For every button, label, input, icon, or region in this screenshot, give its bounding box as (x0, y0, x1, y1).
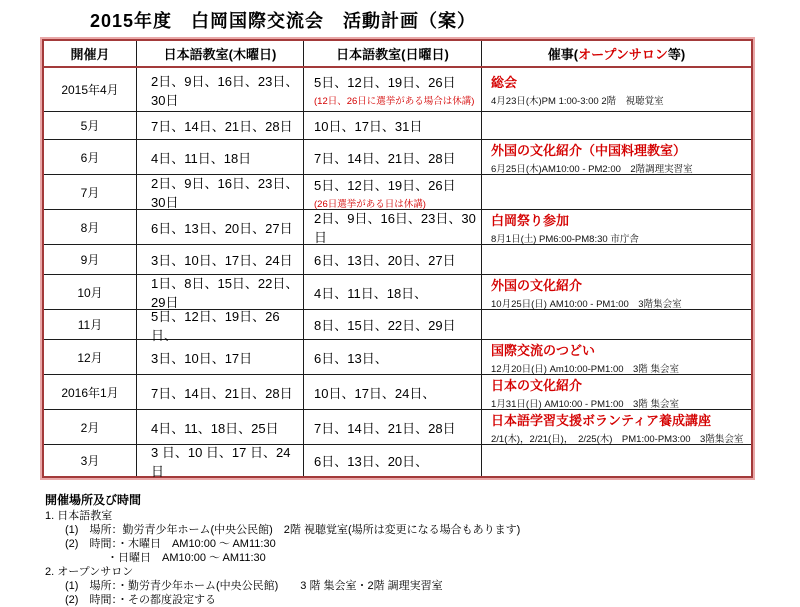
header-thursday-class: 日本語教室(木曜日) (136, 41, 303, 66)
note-line: (1) 場所：勤労青少年ホーム(中央公民館) 2階 視聴覚室(場所は変更になる場合もあります) (65, 524, 521, 536)
table-row (44, 339, 751, 374)
sunday-dates-cell (303, 140, 481, 174)
table-row (44, 174, 751, 209)
page-title: 2015年度 白岡国際交流会 活動計画（案） (90, 11, 477, 31)
thursday-dates-cell: 5日、12日、19日、26日、 (136, 310, 303, 339)
event-cell (481, 210, 751, 244)
sunday-dates-cell (303, 445, 481, 476)
event-detail: 2/1(木)，2/21(日)， 2/25(木) PM1:00-PM3:00 3階集会室 (491, 433, 744, 445)
sunday-dates-cell (303, 210, 481, 244)
event-title: 外国の文化紹介（中国料理教室） (491, 142, 687, 158)
table-row (44, 111, 751, 139)
sunday-note: (12日、26日に選挙がある場合は休講) (314, 96, 475, 107)
event-title: 白岡祭り参加 (491, 212, 570, 228)
document-page (0, 7, 800, 605)
thursday-dates-cell: 1日、8日、15日、22日、29日 (136, 275, 303, 309)
event-cell (481, 112, 751, 139)
sunday-dates: 6日、13日、20日、27日 (314, 253, 456, 268)
month-cell: 2016年1月 (61, 385, 119, 400)
sunday-dates: 10日、17日、24日、 (314, 385, 436, 401)
event-detail: 12月20日(日) Am10:00-PM1:00 3階 集会室 (491, 363, 679, 375)
sunday-dates: 7日、14日、21日、28日 (314, 150, 456, 166)
sunday-dates: 6日、13日、 (314, 350, 388, 366)
note-line: 2. オープンサロン (45, 566, 134, 578)
event-detail: 6月25日(木)AM10:00 - PM2:00 2階調理実習室 (491, 163, 693, 175)
table-header-row (44, 41, 751, 68)
thursday-dates-cell: 7日、14日、21日、28日 (136, 112, 303, 139)
note-line: (1) 場所：・勤労青少年ホーム(中央公民館) 3 階 集会室・2階 調理実習室 (65, 580, 443, 592)
note-line: (2) 時間：・木曜日 AM10:00 ～ AM11:30 (65, 538, 276, 550)
month-cell: 3月 (80, 454, 100, 468)
event-cell (481, 445, 751, 476)
table-row (44, 244, 751, 274)
sunday-dates-cell (303, 310, 481, 339)
header-events-text: 催事(オープンサロン等) (547, 47, 686, 62)
thursday-dates-cell: 2日、9日、16日、23日、30日 (136, 68, 303, 111)
sunday-dates-cell (303, 68, 481, 111)
header-month: 開催月 (70, 47, 110, 62)
table-row (44, 139, 751, 174)
sunday-dates-cell (303, 410, 481, 444)
month-cell: 8月 (80, 220, 100, 235)
event-detail: 10月25日(日) AM10:00 - PM1:00 3階集会室 (491, 298, 682, 310)
event-title: 日本語学習支援ボランティア養成講座 (491, 412, 711, 428)
sunday-dates: 10日、17日、31日 (314, 119, 423, 134)
event-cell (481, 410, 751, 444)
sunday-dates: 8日、15日、22日、29日 (314, 318, 456, 333)
sunday-dates-cell (303, 275, 481, 309)
thursday-dates-cell: 4日、11日、18日 (136, 140, 303, 174)
header-open-salon-label: オープンサロン (578, 47, 668, 62)
event-cell (481, 175, 751, 209)
notes-heading: 開催場所及び時間 (45, 493, 142, 507)
event-detail: 8月1日(土) PM6:00-PM8:30 市庁舎 (491, 233, 639, 245)
month-cell: 5月 (80, 119, 100, 133)
sunday-dates-cell (303, 175, 481, 209)
event-title: 総会 (491, 75, 518, 90)
sunday-dates: 2日、9日、16日、23日、30日 (314, 211, 476, 245)
month-cell: 2015年4月 (61, 83, 119, 97)
month-cell: 2月 (80, 420, 100, 435)
thursday-dates-cell: 7日、14日、21日、28日 (136, 375, 303, 409)
table-row (44, 274, 751, 309)
table-row (44, 374, 751, 409)
event-cell (481, 275, 751, 309)
month-cell: 9月 (80, 253, 100, 267)
thursday-dates-cell: 4日、11、18日、25日 (136, 410, 303, 444)
event-cell (481, 245, 751, 274)
event-cell (481, 340, 751, 374)
note-line: (2) 時間：・その都度設定する (65, 594, 216, 606)
table-row (44, 68, 751, 111)
thursday-dates-cell: 3日、10日、17日、24日 (136, 245, 303, 274)
sunday-dates: 4日、11日、18日、 (314, 285, 428, 301)
event-title: 日本の文化紹介 (491, 377, 583, 393)
event-cell (481, 310, 751, 339)
sunday-dates-cell (303, 340, 481, 374)
event-title: 国際交流のつどい (491, 342, 596, 358)
event-cell (481, 375, 751, 409)
sunday-dates-cell (303, 245, 481, 274)
sunday-dates-cell (303, 375, 481, 409)
month-cell: 12月 (77, 350, 103, 365)
schedule-table (42, 39, 753, 478)
table-row (44, 409, 751, 444)
thursday-dates-cell: 6日、13日、20日、27日 (136, 210, 303, 244)
header-events (481, 41, 751, 66)
header-sunday-class: 日本語教室(日曜日) (303, 41, 481, 66)
sunday-dates: 5日、12日、19日、26日 (314, 177, 456, 193)
sunday-dates-cell (303, 112, 481, 139)
event-title: 外国の文化紹介 (491, 277, 583, 293)
thursday-dates-cell: 2日、9日、16日、23日、30日 (136, 175, 303, 209)
table-row (44, 209, 751, 244)
event-detail: 1月31日(日) AM10:00 - PM1:00 3階 集会室 (491, 398, 679, 410)
table-row (44, 444, 751, 479)
thursday-dates-cell: 3 日、10 日、17 日、24日 (136, 445, 303, 476)
event-cell (481, 68, 751, 111)
note-line: 1. 日本語教室 (45, 510, 113, 522)
sunday-dates: 5日、12日、19日、26日 (314, 75, 456, 90)
table-row (44, 308, 751, 343)
event-cell (481, 140, 751, 174)
sunday-dates: 6日、13日、20日、 (314, 454, 429, 469)
sunday-dates: 7日、14日、21日、28日 (314, 420, 456, 436)
month-cell: 6月 (80, 150, 100, 165)
venue-time-notes (45, 493, 800, 607)
event-detail: 4月23日(木)PM 1:00-3:00 2階 視聴覚室 (491, 96, 664, 107)
note-line: ・日曜日 AM10:00 ～ AM11:30 (107, 552, 266, 564)
month-cell: 7月 (80, 185, 100, 200)
sunday-note: (26日選挙がある日は休講) (314, 198, 426, 210)
month-cell: 10月 (77, 285, 103, 300)
thursday-dates-cell: 3日、10日、17日 (136, 340, 303, 374)
month-cell: 11月 (77, 318, 103, 332)
